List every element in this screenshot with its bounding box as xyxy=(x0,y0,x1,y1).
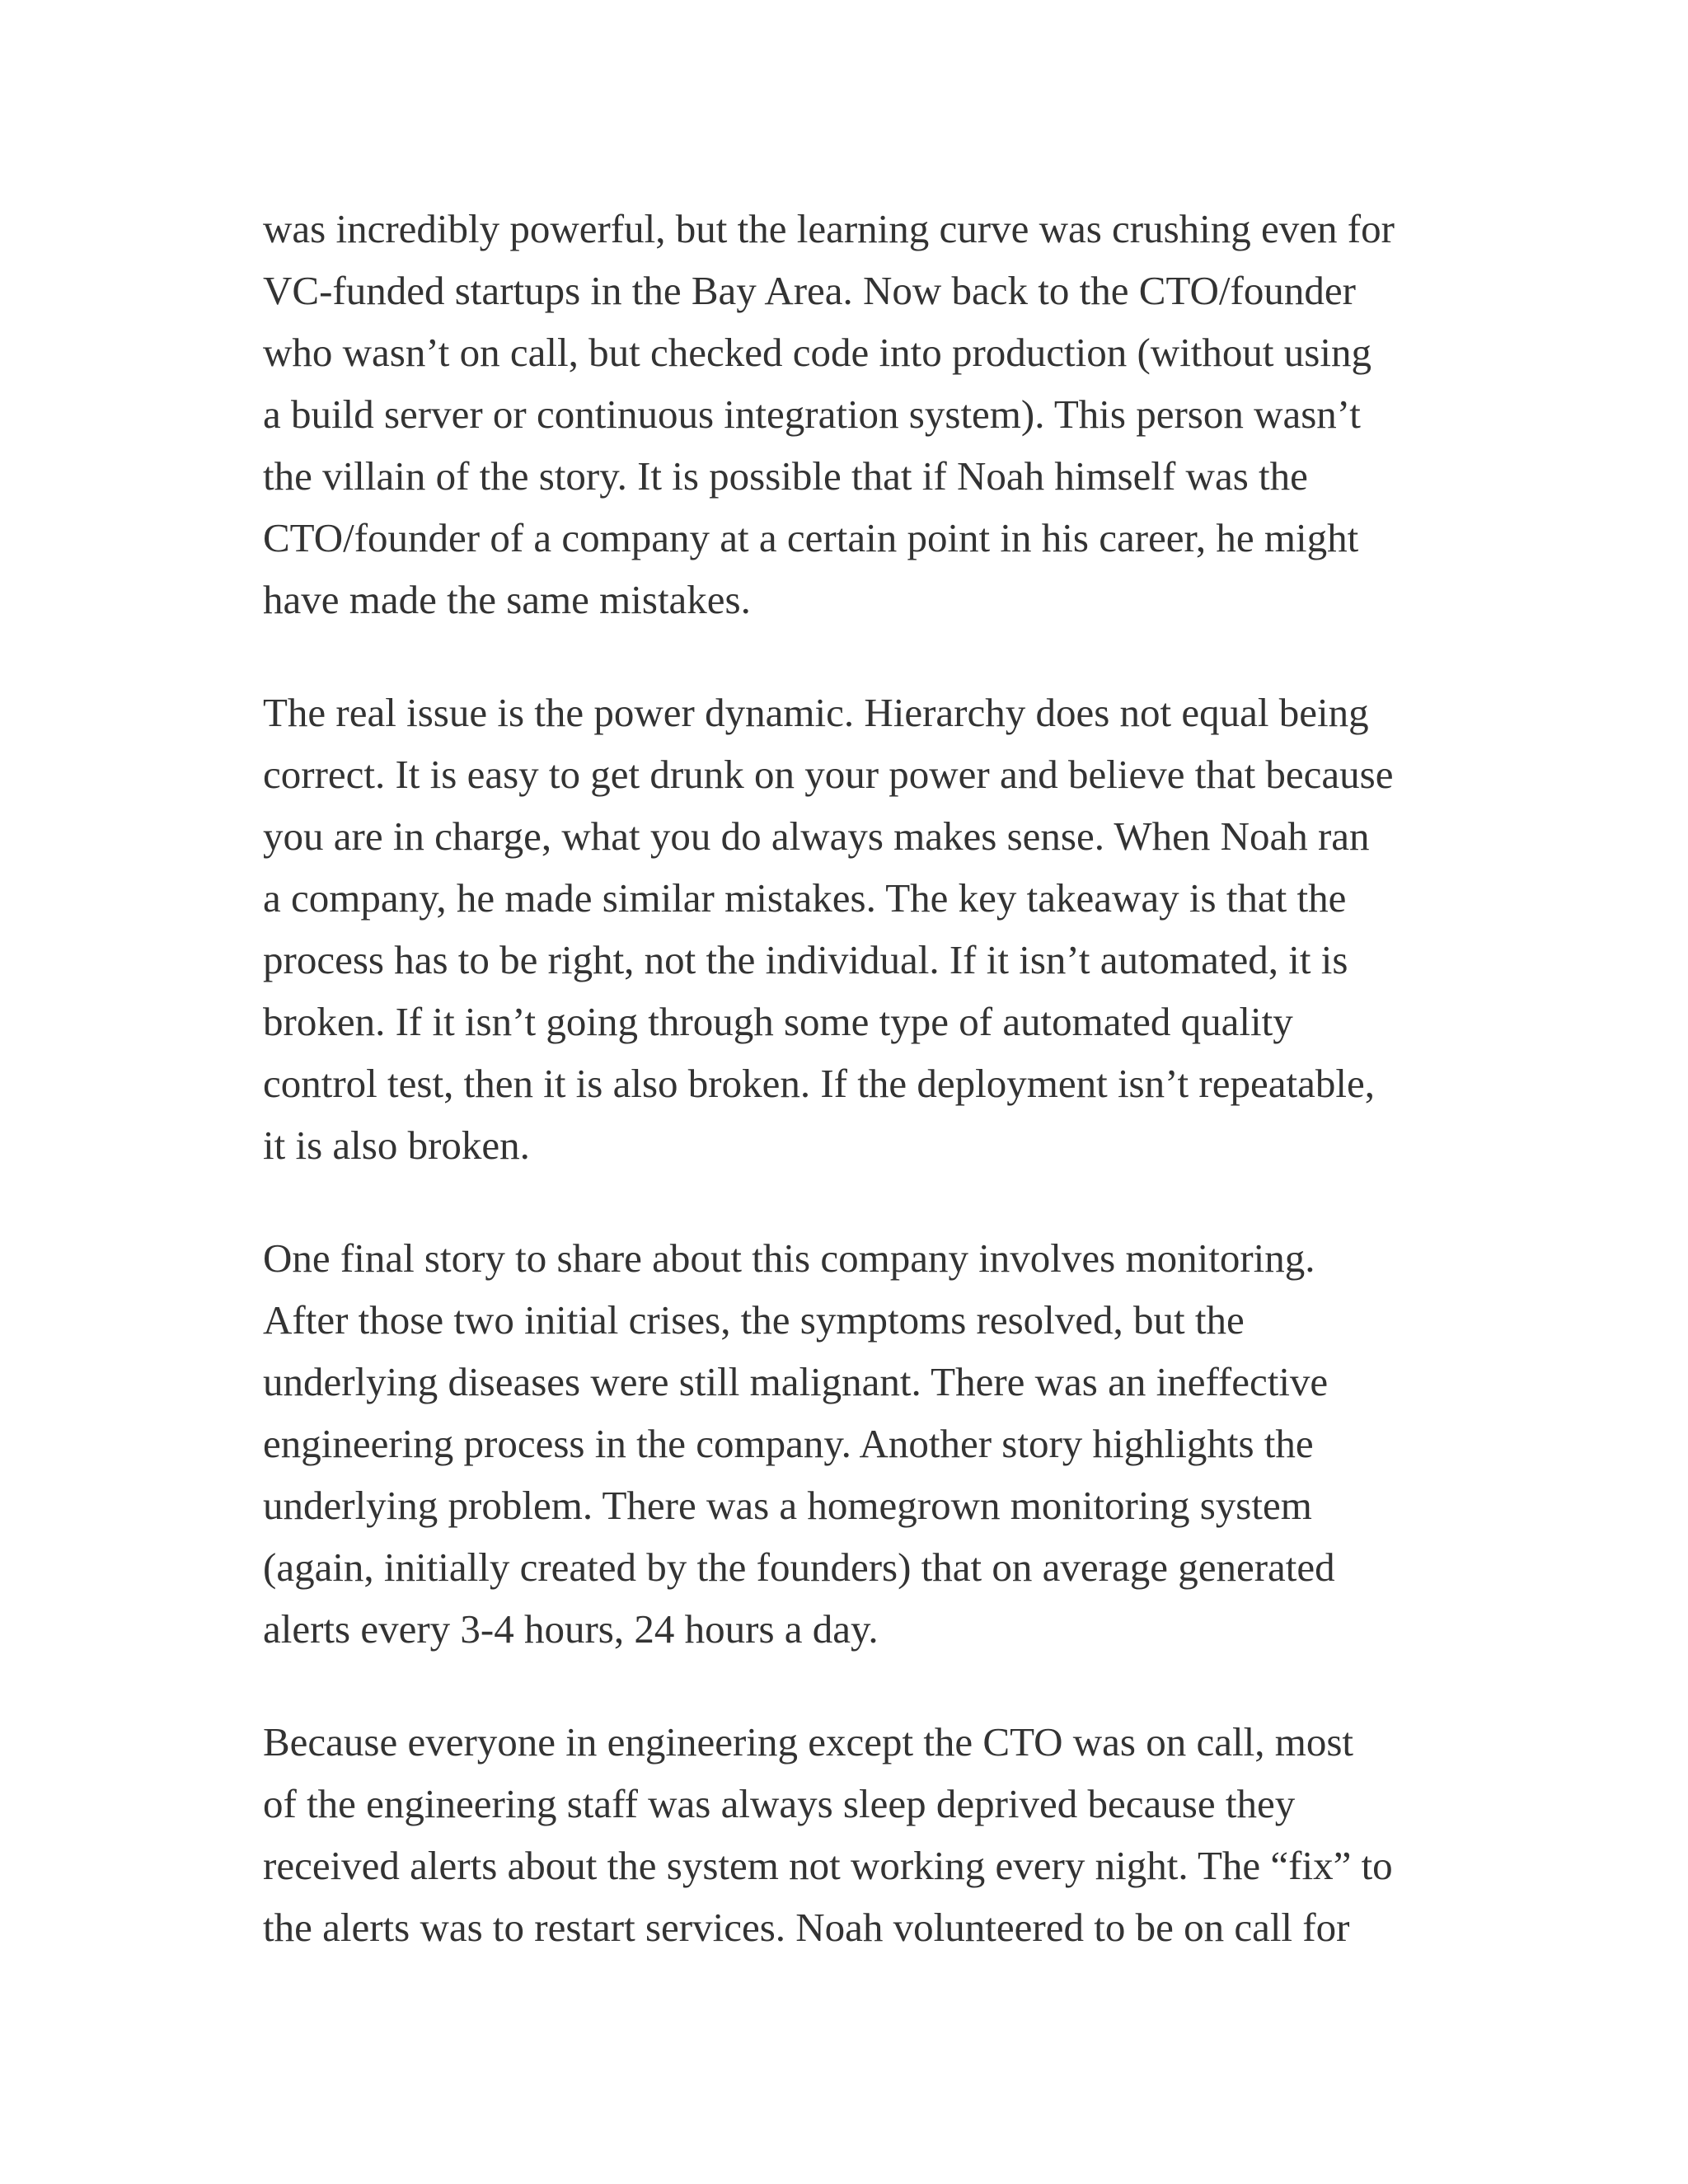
text-line: underlying diseases were still malignant. There was an ineffective xyxy=(263,1359,1329,1404)
text-line: alerts every 3-4 hours, 24 hours a day. xyxy=(263,1606,879,1652)
text-line: broken. If it isn’t going through some type of automated quality xyxy=(263,999,1293,1044)
text-line: CTO/founder of a company at a certain point in his career, he might xyxy=(263,515,1359,560)
text-line: it is also broken. xyxy=(263,1122,530,1168)
text-line: you are in charge, what you do always makes sense. When Noah ran xyxy=(263,813,1370,859)
text-line: The real issue is the power dynamic. Hierarchy does not equal being xyxy=(263,690,1369,735)
text-line: the alerts was to restart services. Noah volunteered to be on call for xyxy=(263,1905,1350,1950)
text-line: was incredibly powerful, but the learning curve was crushing even for xyxy=(263,206,1395,251)
text-line: the villain of the story. It is possible that if Noah himself was the xyxy=(263,453,1308,499)
paragraph-1 xyxy=(263,198,1425,630)
text-line: Because everyone in engineering except the CTO was on call, most xyxy=(263,1719,1354,1765)
text-line: of the engineering staff was always sleep deprived because they xyxy=(263,1781,1296,1826)
text-line: process has to be right, not the individual. If it isn’t automated, it is xyxy=(263,937,1348,982)
text-line: received alerts about the system not working every night. The “fix” to xyxy=(263,1843,1393,1888)
text-line: correct. It is easy to get drunk on your power and believe that because xyxy=(263,752,1394,797)
text-line: who wasn’t on call, but checked code into production (without using xyxy=(263,330,1372,375)
body-text xyxy=(263,198,1425,2009)
text-line: (again, initially created by the founders) that on average generated xyxy=(263,1544,1335,1590)
text-line: control test, then it is also broken. If the deployment isn’t repeatable, xyxy=(263,1061,1375,1106)
text-line: VC-funded startups in the Bay Area. Now back to the CTO/founder xyxy=(263,268,1356,313)
text-line: a build server or continuous integration system). This person wasn’t xyxy=(263,391,1361,437)
text-line: underlying problem. There was a homegrown monitoring system xyxy=(263,1483,1312,1528)
text-line: a company, he made similar mistakes. The key takeaway is that the xyxy=(263,875,1347,921)
paragraph-2 xyxy=(263,682,1425,1176)
text-line: One final story to share about this company involves monitoring. xyxy=(263,1235,1315,1281)
text-line: After those two initial crises, the symptoms resolved, but the xyxy=(263,1297,1245,1343)
paragraph-4 xyxy=(263,1711,1425,1958)
paragraph-3 xyxy=(263,1227,1425,1660)
text-line: engineering process in the company. Another story highlights the xyxy=(263,1421,1314,1466)
text-line: have made the same mistakes. xyxy=(263,577,751,622)
